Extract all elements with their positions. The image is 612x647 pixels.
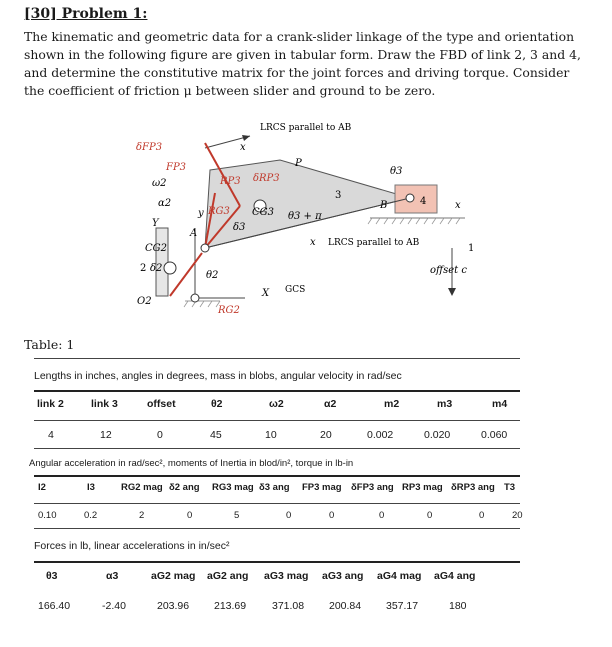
table3-header-row: [24, 570, 520, 586]
table1-header-rule: [34, 390, 520, 392]
table2-value-row: [24, 510, 523, 526]
table1-value-cell: 45: [210, 429, 222, 441]
delta2-label: δ2: [150, 263, 163, 274]
X-label: X: [262, 288, 270, 299]
table1-value-cell: 0.060: [481, 429, 508, 441]
table1-header-cell: α2: [324, 398, 337, 410]
table1-value-cell: 0.020: [424, 429, 451, 441]
Y-label: Y: [152, 218, 159, 229]
table3-header-rule: [34, 561, 520, 563]
table1-value-row: [24, 429, 520, 445]
table2-value-cell: 0.10: [38, 510, 57, 521]
offset-label: offset c: [430, 265, 467, 276]
table3-value-cell: 166.40: [38, 600, 71, 612]
theta2-label: θ2: [206, 270, 219, 281]
y-label: y: [198, 208, 204, 219]
table1-value-cell: 10: [265, 429, 277, 441]
table2-value-cell: 2: [139, 510, 145, 521]
table3-header-cell: aG4 ang: [434, 570, 476, 582]
lrcs-arrow-top: [242, 135, 250, 141]
table3-header-cell: aG2 mag: [151, 570, 196, 582]
o2-label: O2: [137, 296, 152, 307]
omega2-label: ω2: [152, 178, 167, 189]
A-label: A: [190, 228, 198, 239]
delta3-label: δ3: [233, 222, 246, 233]
problem-statement: The kinematic and geometric data for a crank-slider linkage of the type and orientation shown in the following figure are given in tabular form. Draw the FBD of link 2, 3 and 4, and determine the constitutive matrix for the joint forces and driving torque. Consider the coefficient of friction μ between slider and ground to be zero.: [24, 29, 581, 98]
table2-bottom-rule: [34, 528, 520, 529]
cg3-label: CG3: [252, 207, 275, 218]
table3-header-cell: aG4 mag: [377, 570, 422, 582]
table3-value-cell: 357.17: [386, 600, 419, 612]
table1-value-cell: 0.002: [367, 429, 394, 441]
table1-value-cell: 12: [100, 429, 112, 441]
table3-header-cell: θ3: [46, 570, 58, 582]
table3-header-cell: α3: [106, 570, 119, 582]
table1-header-row: [24, 398, 520, 414]
table2-value-cell: 20: [512, 510, 523, 521]
table3-value-cell: 213.69: [214, 600, 247, 612]
cg2-label: CG2: [145, 243, 168, 254]
table2-value-cell: 0: [479, 510, 485, 521]
table2-title: Angular acceleration in rad/sec², moments of Inertia in blod/in², torque in lb-in: [29, 458, 354, 469]
table2-header-cell: δ3 ang: [259, 482, 290, 493]
x-label-top: x: [240, 142, 246, 153]
table3-value-cell: 180: [449, 600, 467, 612]
pivot-ground-hatch: [184, 301, 220, 307]
link-1-label: 1: [468, 243, 475, 254]
slider-ground-hatch: [368, 218, 460, 224]
theta3-pi-label: θ3 + π: [288, 211, 322, 222]
table2-header-rule: [34, 475, 520, 477]
table3-value-cell: 203.96: [157, 600, 190, 612]
lrcs-top-label: LRCS parallel to AB: [260, 123, 352, 133]
crank-slider-figure: [90, 118, 570, 333]
rg3-label: RG3: [208, 206, 230, 217]
rp3-label: RP3: [220, 176, 241, 187]
table3-value-cell: 200.84: [329, 600, 362, 612]
table2-header-cell: δRP3 ang: [451, 482, 495, 493]
table3-header-cell: aG3 ang: [322, 570, 364, 582]
x-label-mid: x: [310, 237, 316, 248]
table1-value-cell: 4: [48, 429, 54, 441]
slider-block-4: [395, 185, 437, 213]
table2-header-cell: I3: [87, 482, 95, 493]
table2-header-cell: δ2 ang: [169, 482, 200, 493]
offset-arrow-head: [448, 288, 456, 296]
joint-A: [201, 244, 209, 252]
table1-top-rule: [34, 358, 520, 359]
table3-value-row: [24, 600, 520, 616]
table1-header-cell: m3: [437, 398, 453, 410]
table2-value-cell: 0: [379, 510, 385, 521]
table2-value-cell: 0.2: [84, 510, 98, 521]
table1-value-cell: 0: [157, 429, 163, 441]
drp3-label: δRP3: [253, 173, 280, 184]
table1-header-cell: ω2: [269, 398, 284, 410]
table2-header-cell: RG3 mag: [212, 482, 254, 493]
table1-header-cell: θ2: [211, 398, 223, 410]
dfp3-label: δFP3: [136, 142, 163, 153]
table2-header-row: [24, 482, 520, 498]
table2-header-cell: I2: [38, 482, 46, 493]
table3-header-cell: aG2 ang: [207, 570, 249, 582]
x-label-right: x: [455, 200, 461, 211]
table1-header-cell: link 3: [91, 398, 118, 410]
theta3-label: θ3: [390, 166, 403, 177]
cg2-marker: [164, 262, 176, 274]
table2-value-cell: 0: [187, 510, 193, 521]
rg2-vector: [170, 253, 202, 296]
rg2-label: RG2: [218, 305, 240, 316]
table2-value-cell: 0: [286, 510, 292, 521]
crank-link-2: [156, 228, 168, 296]
table1-header-cell: link 2: [37, 398, 64, 410]
table1-title: Lengths in inches, angles in degrees, mass in blobs, angular velocity in rad/sec: [34, 370, 402, 382]
link-2-label: 2: [140, 263, 147, 274]
table2-header-cell: RP3 mag: [402, 482, 443, 493]
table-label: Table: 1: [24, 337, 75, 352]
link-3-label: 3: [335, 190, 342, 201]
joint-O2: [191, 294, 199, 302]
table1-bottom-rule: [34, 448, 520, 449]
joint-B: [406, 194, 414, 202]
P-label: P: [295, 158, 302, 169]
problem-heading: [30] Problem 1:: [24, 6, 148, 22]
table2-header-cell: RG2 mag: [121, 482, 163, 493]
table1-mid-rule: [34, 420, 520, 421]
table1-header-cell: m4: [492, 398, 508, 410]
table2-header-cell: FP3 mag: [302, 482, 342, 493]
table1-header-cell: m2: [384, 398, 400, 410]
fp3-label: FP3: [166, 162, 187, 173]
table3-title: Forces in lb, linear accelerations in in/sec²: [34, 540, 230, 552]
B-label: B: [380, 200, 388, 211]
table2-mid-rule: [34, 503, 520, 504]
table3-value-cell: -2.40: [102, 600, 126, 612]
link-4-label: 4: [420, 196, 427, 207]
table2-value-cell: 5: [234, 510, 240, 521]
table2-value-cell: 0: [427, 510, 433, 521]
table3-value-cell: 371.08: [272, 600, 305, 612]
table2-header-cell: T3: [504, 482, 516, 493]
table1-value-cell: 20: [320, 429, 332, 441]
table3-header-cell: aG3 mag: [264, 570, 309, 582]
alpha2-label: α2: [158, 198, 172, 209]
table2-header-cell: δFP3 ang: [351, 482, 394, 493]
table2-value-cell: 0: [329, 510, 335, 521]
lrcs-mid-label: LRCS parallel to AB: [328, 238, 420, 248]
gcs-label: GCS: [285, 285, 306, 295]
table1-header-cell: offset: [147, 398, 176, 410]
